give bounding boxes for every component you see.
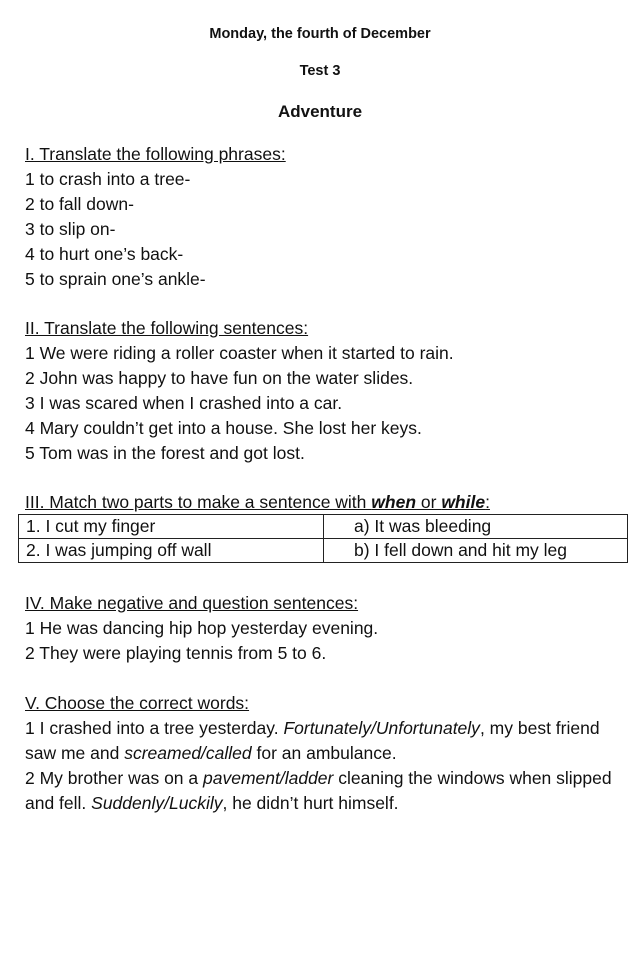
section-5-heading: V. Choose the correct words:: [25, 693, 250, 713]
section-2: [25, 316, 454, 466]
topic-title: Adventure: [277, 102, 363, 121]
q1-choice-2: screamed/called: [124, 743, 252, 763]
section-2-heading: II. Translate the following sentences:: [25, 318, 309, 338]
section-3-heading-text: III. Match two parts to make a sentence with: [25, 492, 372, 512]
match-right-cell: a) It was bleeding: [324, 515, 628, 539]
heading-colon: :: [485, 492, 490, 512]
q1-text-a: 1 I crashed into a tree yesterday.: [25, 718, 284, 738]
section-1-heading: I. Translate the following phrases:: [25, 144, 286, 164]
keyword-when: when: [371, 492, 417, 512]
match-table: [18, 514, 628, 563]
q2-choice-2: Suddenly/Luckily: [91, 793, 223, 813]
sentence-item: 5 Tom was in the forest and got lost.: [25, 443, 305, 463]
phrase-item: 4 to hurt one’s back-: [25, 244, 184, 264]
section-4: [25, 591, 378, 666]
section-3-heading: [25, 490, 490, 515]
q2-text-a: 2 My brother was on a: [25, 768, 203, 788]
test-title: Test 3: [299, 63, 341, 79]
sentence-item: 3 I was scared when I crashed into a car.: [25, 393, 343, 413]
keyword-while: while: [441, 492, 486, 512]
match-right-cell: b) I fell down and hit my leg: [324, 539, 628, 563]
sentence-item: 2 John was happy to have fun on the water slides.: [25, 368, 414, 388]
q2-text-e: , he didn’t hurt himself.: [222, 793, 399, 813]
q1-text-c: , my best friend saw me and: [25, 718, 600, 763]
section-1: [25, 142, 286, 292]
sentence-item: 2 They were playing tennis from 5 to 6.: [25, 643, 327, 663]
sentence-item: 1 We were riding a roller coaster when it started to rain.: [25, 343, 454, 363]
match-left-cell: 2. I was jumping off wall: [19, 539, 324, 563]
keyword-or: or: [416, 492, 442, 512]
sentence-item: 4 Mary couldn’t get into a house. She lost her keys.: [25, 418, 422, 438]
date-heading: Monday, the fourth of December: [209, 26, 431, 42]
section-4-heading: IV. Make negative and question sentences:: [25, 593, 359, 613]
question-2: [25, 766, 615, 816]
q2-choice-1: pavement/ladder: [203, 768, 334, 788]
phrase-item: 3 to slip on-: [25, 219, 116, 239]
phrase-item: 5 to sprain one’s ankle-: [25, 269, 206, 289]
sentence-item: 1 He was dancing hip hop yesterday evening.: [25, 618, 379, 638]
phrase-item: 2 to fall down-: [25, 194, 134, 214]
table-row: [19, 515, 628, 539]
section-5: [25, 691, 615, 816]
question-1: [25, 716, 615, 766]
q1-text-e: for an ambulance.: [251, 743, 397, 763]
table-row: [19, 539, 628, 563]
q2-text-c: cleaning the windows when slipped and fell.: [25, 768, 612, 813]
match-left-cell: 1. I cut my finger: [19, 515, 324, 539]
q1-choice-1: Fortunately/Unfortunately: [283, 718, 480, 738]
phrase-item: 1 to crash into a tree-: [25, 169, 191, 189]
